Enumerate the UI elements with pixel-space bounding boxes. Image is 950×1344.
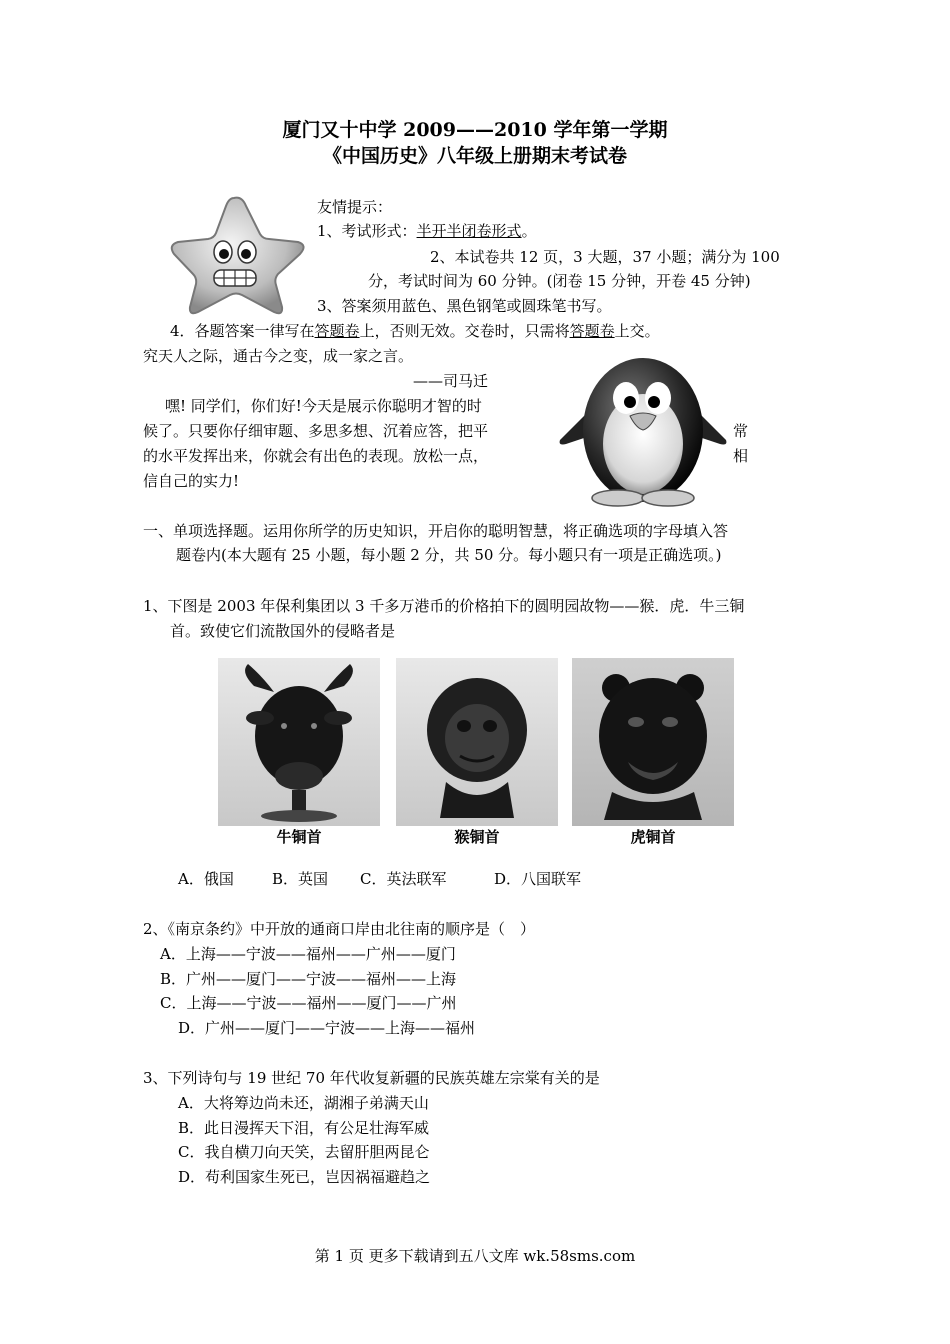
q1-stem-line1: 1、下图是 2003 年保利集团以 3 千多万港币的价格拍下的圆明园故物——猴．虎．牛三铜 [143,597,745,615]
page-footer: 第 1 页 更多下载请到五八文库 wk.58sms.com [314,1247,636,1265]
q2-option-a: A．上海——宁波——福州——广州——厦门 [160,945,456,963]
q1-option-c: C．英法联军 [360,870,447,888]
notice-item-1: 1、考试形式：半开半闭卷形式。 [317,222,537,240]
q2-stem: 2、《南京条约》中开放的通商口岸由北往南的顺序是（ ） [143,920,536,938]
monkey-head-photo [396,658,558,850]
q2-option-d: D．广州——厦门——宁波——上海——福州 [178,1019,476,1037]
greeting-line3: 的水平发挥出来，你就会有出色的表现。放松一点， [143,447,489,465]
notice-heading: 友情提示： [317,198,393,216]
quote-text: 究天人之际，通古今之变，成一家之言。 [143,347,414,365]
greeting-line2-end: 常 [733,422,749,440]
q2-option-c: C．上海——宁波——福州——厦门——广州 [160,994,457,1012]
q1-option-b: B．英国 [272,870,329,888]
notice-item-3: 3、答案须用蓝色、黑色钢笔或圆珠笔书写。 [317,297,612,315]
star-mascot-image [168,192,308,317]
q3-option-a: A．大将筹边尚未还，湖湘子弟满天山 [178,1094,429,1112]
greeting-line3-end: 相 [733,447,749,465]
q1-stem-line2: 首。致使它们流散国外的侵略者是 [170,622,396,640]
tiger-head-photo [572,658,734,850]
section1-instructions-line2: 题卷内(本大题有 25 小题，每小题 2 分，共 50 分。每小题只有一项是正确选项。) [176,546,722,564]
section1-instructions-line1: 一、单项选择题。运用你所学的历史知识，开启你的聪明智慧，将正确选项的字母填入答 [143,522,729,540]
tiger-head-caption: 虎铜首 [630,828,676,846]
page-title-line2: 《中国历史》八年级上册期末考试卷 [322,145,627,167]
ox-head-caption: 牛铜首 [276,828,322,846]
q2-option-b: B．广州——厦门——宁波——福州——上海 [160,970,457,988]
notice-item-2-line1: 2、本试卷共 12 页，3 大题，37 小题；满分为 100 [430,248,780,266]
q3-option-c: C．我自横刀向天笑，去留肝胆两昆仑 [178,1143,430,1161]
notice-item-4: 4．各题答案一律写在答题卷上，否则无效。交卷时，只需将答题卷上交。 [170,322,660,340]
q1-option-a: A．俄国 [178,870,234,888]
quote-author: ——司马迁 [413,372,489,390]
ox-head-photo [218,658,380,850]
page-title-line1: 厦门又十中学 2009——2010 学年第一学期 [282,119,668,141]
q3-stem: 3、下列诗句与 19 世纪 70 年代收复新疆的民族英雄左宗棠有关的是 [143,1069,600,1087]
monkey-head-caption: 猴铜首 [454,828,500,846]
q1-option-d: D．八国联军 [494,870,582,888]
q3-option-d: D．苟利国家生死已，岂因祸福避趋之 [178,1168,431,1186]
greeting-line1: 嘿! 同学们，你们好!今天是展示你聪明才智的时 [165,397,482,415]
penguin-image [558,352,728,508]
greeting-line4: 信自己的实力! [143,472,240,490]
greeting-line2: 候了。只要你仔细审题、多思多想、沉着应答，把平 [143,422,489,440]
exam-format-value: 半开半闭卷形式 [416,222,522,240]
q3-option-b: B．此日漫挥天下泪，有公足壮海军威 [178,1119,430,1137]
notice-item-2-line2: 分，考试时间为 60 分钟。(闭卷 15 分钟，开卷 45 分钟) [368,272,751,290]
